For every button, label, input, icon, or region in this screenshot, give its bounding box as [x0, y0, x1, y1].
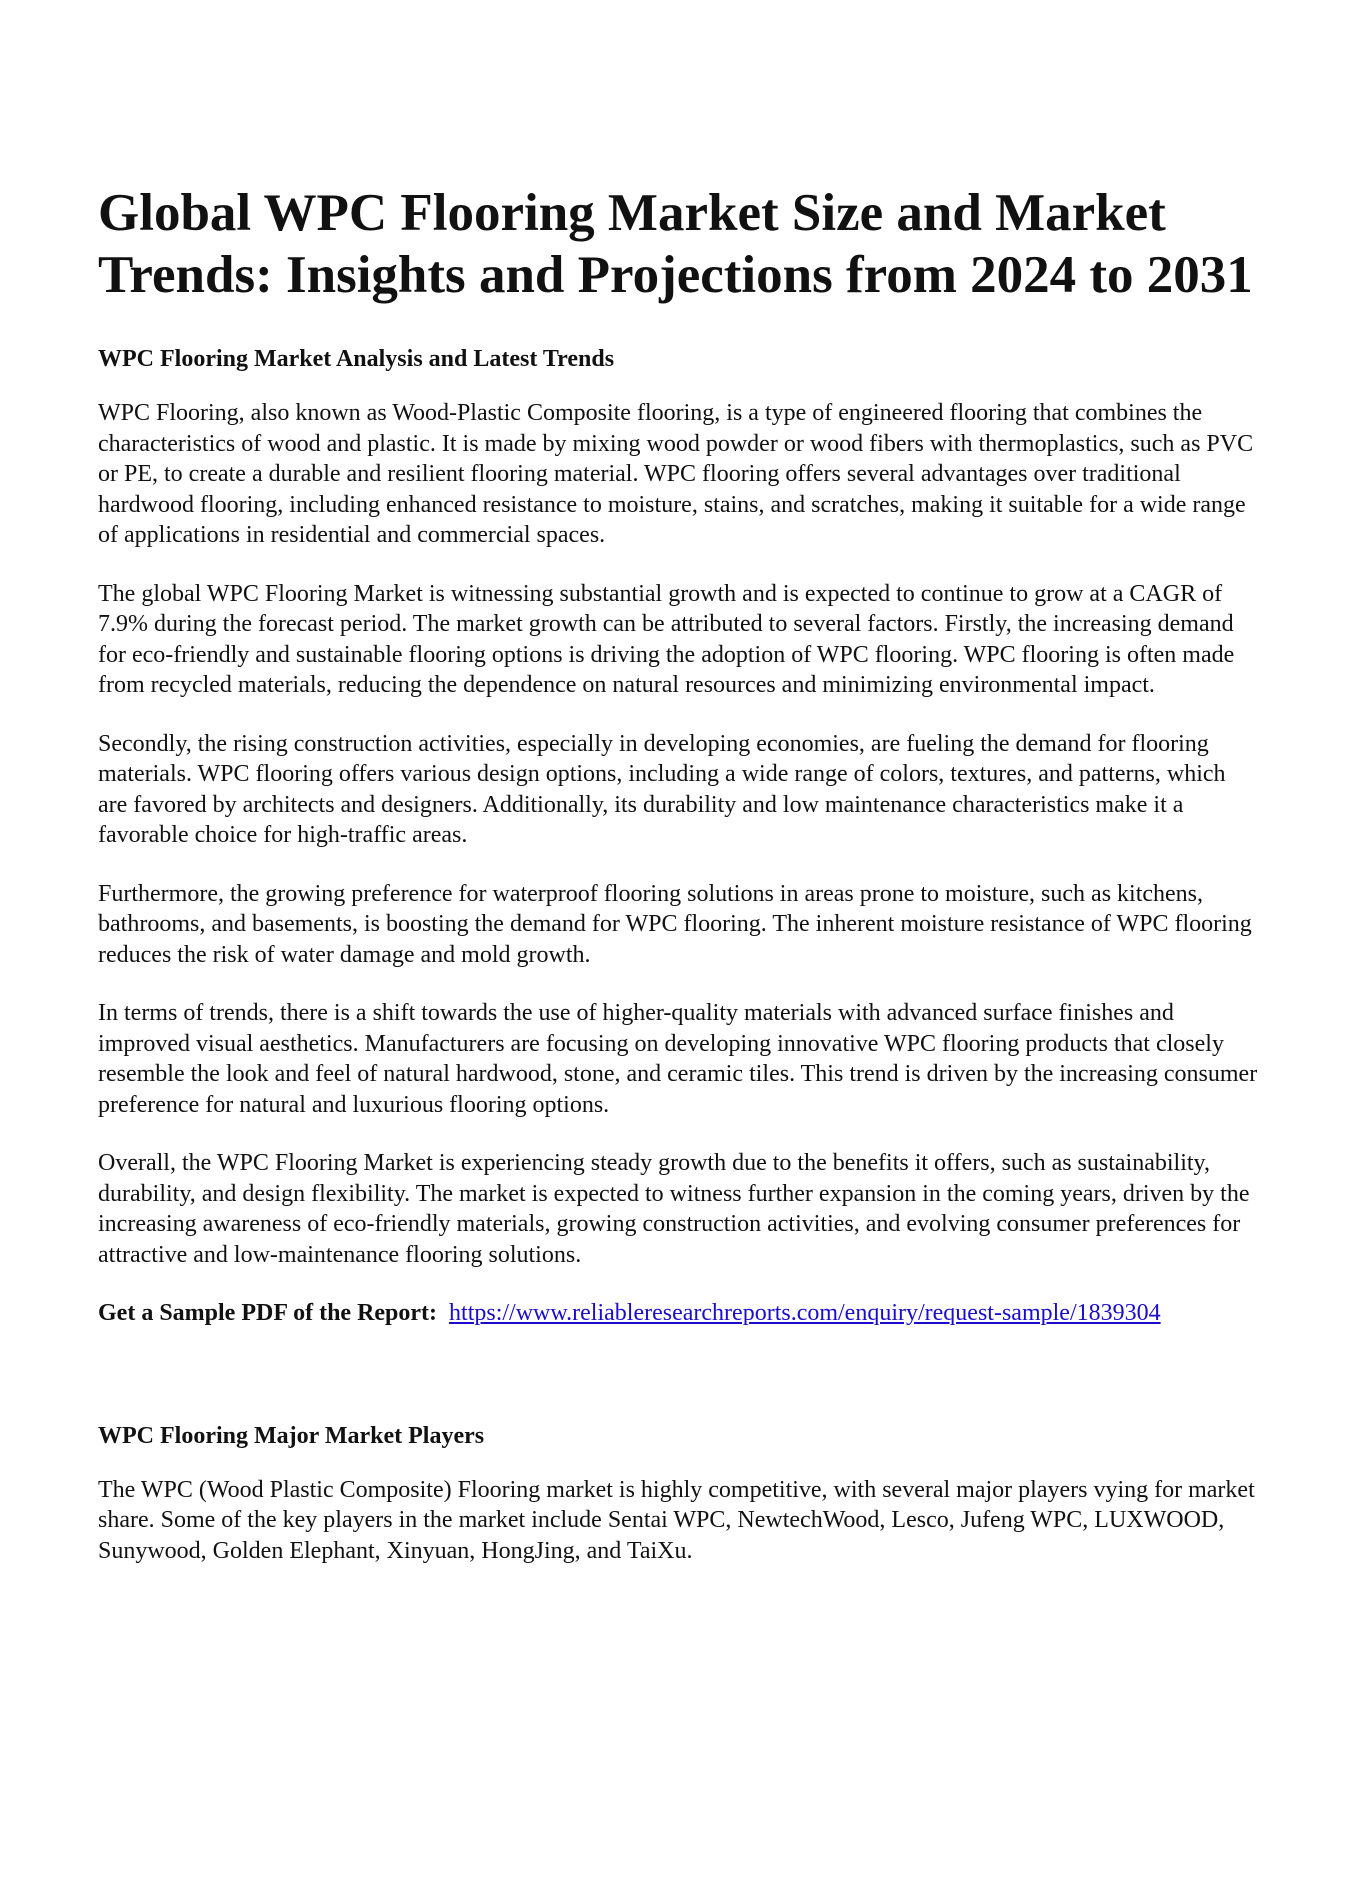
document-title: Global WPC Flooring Market Size and Market Trends: Insights and Projections from 2024 to 2031	[98, 184, 1253, 304]
sample-pdf-link[interactable]: https://www.reliableresearchreports.com/enquiry/request-sample/1839304	[449, 1300, 1161, 1326]
paragraph-players: The WPC (Wood Plastic Composite) Flooring market is highly competitive, with several major players vying for market share. Some of the key players in the market include Sentai WPC, NewtechWood, Lesco, Jufeng WPC, LUXWOOD, Sunywood, Golden Elephant, Xinyuan, HongJing, and TaiXu.	[98, 1476, 1255, 1564]
document-page	[98, 182, 1258, 1594]
paragraph-construction: Secondly, the rising construction activities, especially in developing economies, are fueling the demand for flooring materials. WPC flooring offers various design options, including a wide range of colors, textures, and patterns, which are favored by architects and designers. Additionally, its durability and low maintenance characteristics make it a favorable choice for high-traffic areas.	[98, 730, 1226, 848]
paragraph-waterproof: Furthermore, the growing preference for waterproof flooring solutions in areas prone to moisture, such as kitchens, bathrooms, and basements, is boosting the demand for WPC flooring. The inherent moisture resistance of WPC flooring reduces the risk of water damage and mold growth.	[98, 880, 1252, 968]
sample-pdf-line	[98, 1298, 1258, 1329]
paragraph-intro: WPC Flooring, also known as Wood-Plastic Composite flooring, is a type of engineered flooring that combines the characteristics of wood and plastic. It is made by mixing wood powder or wood fibers with thermoplastics, such as PVC or PE, to create a durable and resilient flooring material. WPC flooring offers several advantages over traditional hardwood flooring, including enhanced resistance to moisture, stains, and scratches, making it suitable for a wide range of applications in residential and commercial spaces.	[98, 400, 1254, 548]
section-heading-analysis: WPC Flooring Market Analysis and Latest Trends	[98, 346, 615, 372]
section-spacer	[98, 1329, 1258, 1421]
paragraph-trends: In terms of trends, there is a shift towards the use of higher-quality materials with advanced surface finishes and improved visual aesthetics. Manufacturers are focusing on developing innovative WPC flooring products that closely resemble the look and feel of natural hardwood, stone, and ceramic tiles. This trend is driven by the increasing consumer preference for natural and luxurious flooring options.	[98, 1000, 1258, 1118]
paragraph-overall: Overall, the WPC Flooring Market is experiencing steady growth due to the benefits it offers, such as sustainability, durability, and design flexibility. The market is expected to witness further expansion in the coming years, driven by the increasing awareness of eco-friendly materials, growing construction activities, and evolving consumer preferences for attractive and low-maintenance flooring solutions.	[98, 1150, 1250, 1268]
section-heading-players: WPC Flooring Major Market Players	[98, 1422, 485, 1449]
sample-pdf-label: Get a Sample PDF of the Report:	[98, 1300, 438, 1326]
paragraph-growth: The global WPC Flooring Market is witnessing substantial growth and is expected to continue to grow at a CAGR of 7.9% during the forecast period. The market growth can be attributed to several factors. Firstly, the increasing demand for eco-friendly and sustainable flooring options is driving the adoption of WPC flooring. WPC flooring is often made from recycled materials, reducing the dependence on natural resources and minimizing environmental impact.	[98, 580, 1235, 698]
